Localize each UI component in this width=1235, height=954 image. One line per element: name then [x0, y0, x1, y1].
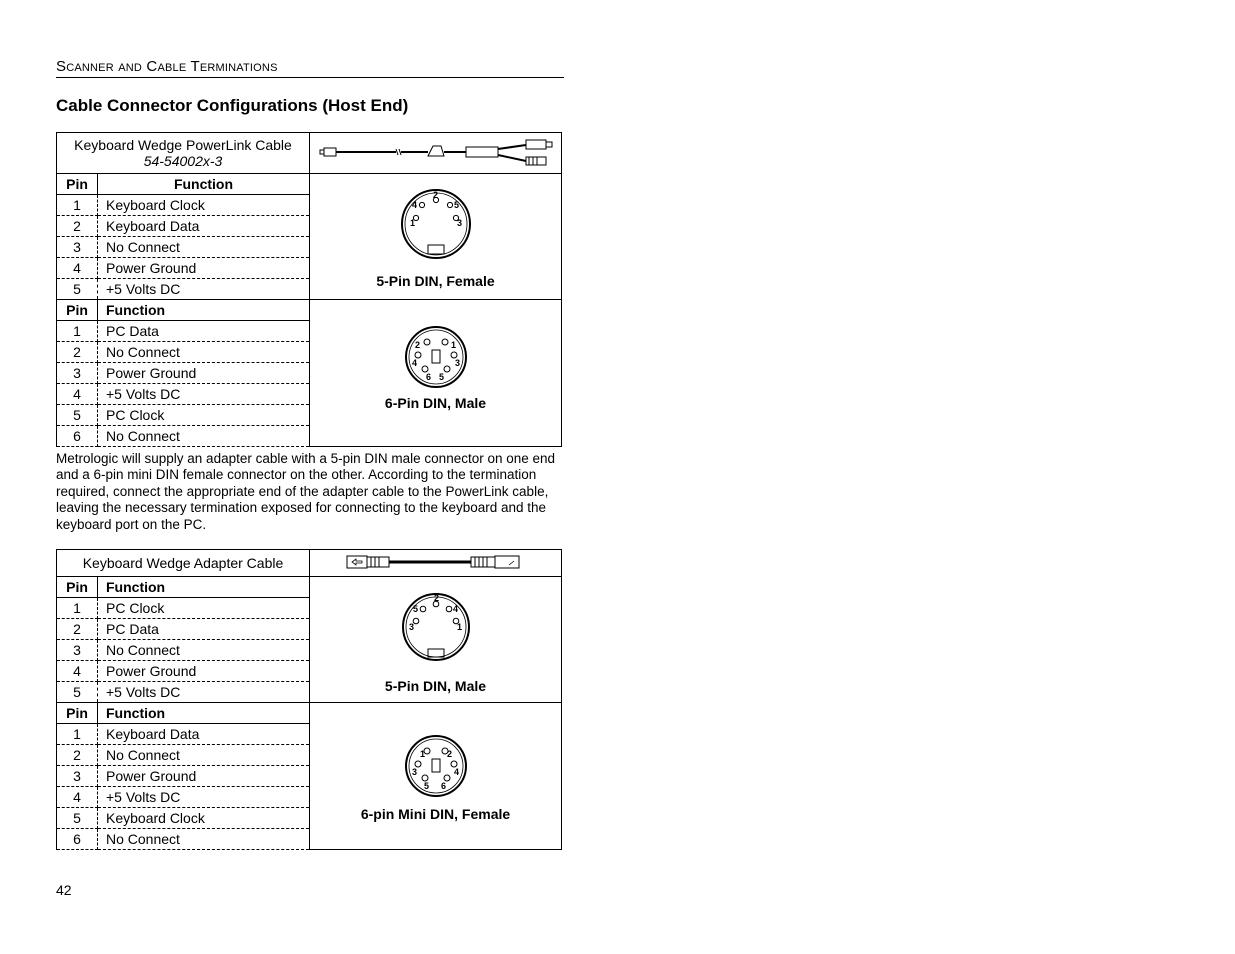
pin-label-4: 4 [411, 358, 417, 368]
pin-label-6: 6 [425, 372, 431, 382]
pin-label-3: 3 [454, 358, 460, 368]
din-5pin-female-icon [396, 186, 476, 266]
pin-number: 2 [57, 216, 98, 237]
pin-label-2: 2 [414, 340, 420, 350]
page-number: 42 [56, 882, 72, 898]
pin-function: Keyboard Data [98, 216, 310, 237]
pin-function: +5 Volts DC [98, 279, 310, 300]
pin-function: No Connect [98, 829, 310, 850]
pin-function: No Connect [98, 745, 310, 766]
pin-number: 4 [57, 787, 98, 808]
pin-function: Keyboard Clock [98, 808, 310, 829]
pin-number: 4 [57, 661, 98, 682]
pin-number: 3 [57, 237, 98, 258]
pin-label-1: 1 [450, 340, 456, 350]
cable-illustration-cell [310, 550, 562, 577]
connector-label: 6-Pin DIN, Male [384, 395, 487, 411]
pin-function: No Connect [98, 640, 310, 661]
mini-din-6pin-female-icon [403, 733, 469, 799]
pin-number: 3 [57, 766, 98, 787]
pin-label-2: 2 [446, 749, 452, 759]
pin-function: PC Clock [98, 598, 310, 619]
pin-number: 1 [57, 321, 98, 342]
adapter-cable-illustration [341, 553, 531, 571]
pin-label-1: 1 [456, 622, 462, 632]
pin-header: Pin [57, 300, 98, 321]
din-6pin-male-icon [403, 324, 469, 390]
function-header: Function [98, 300, 310, 321]
connector-cell-5pin-din-male [310, 577, 562, 703]
pin-number: 2 [57, 619, 98, 640]
pin-label-2: 2 [433, 593, 439, 603]
pin-number: 5 [57, 279, 98, 300]
pin-number: 5 [57, 405, 98, 426]
pin-label-4: 4 [411, 200, 417, 210]
connector-cell-6pin-din-male [310, 300, 562, 447]
pin-number: 6 [57, 829, 98, 850]
connector-label: 5-Pin DIN, Male [384, 678, 487, 694]
pin-function: Power Ground [98, 661, 310, 682]
pin-header: Pin [57, 703, 98, 724]
pin-number: 1 [57, 195, 98, 216]
cable-name-cell [57, 133, 310, 174]
cable-name: Keyboard Wedge PowerLink Cable [74, 137, 292, 153]
pin-number: 5 [57, 808, 98, 829]
pin-function: PC Data [98, 619, 310, 640]
pin-function: Keyboard Clock [98, 195, 310, 216]
pin-number: 4 [57, 258, 98, 279]
pin-function: PC Data [98, 321, 310, 342]
pin-label-6: 6 [440, 781, 446, 791]
pin-function: Keyboard Data [98, 724, 310, 745]
pin-number: 3 [57, 363, 98, 384]
pin-number: 1 [57, 724, 98, 745]
pin-label-4: 4 [453, 767, 459, 777]
pin-function: Power Ground [98, 363, 310, 384]
pin-label-1: 1 [409, 218, 415, 228]
powerlink-cable-table [56, 132, 562, 447]
pin-number: 2 [57, 745, 98, 766]
page-title: Cable Connector Configurations (Host End) [56, 96, 409, 115]
pin-function: No Connect [98, 342, 310, 363]
pin-function: Power Ground [98, 258, 310, 279]
adapter-cable-table [56, 549, 562, 850]
pin-label-5: 5 [423, 781, 429, 791]
connector-label: 5-Pin DIN, Female [376, 273, 495, 289]
pin-function: +5 Volts DC [98, 787, 310, 808]
pin-label-3: 3 [456, 218, 462, 228]
cable-illustration-cell [310, 133, 562, 174]
connector-cell-5pin-din-female [310, 174, 562, 300]
pin-label-1: 1 [419, 749, 425, 759]
pin-number: 6 [57, 426, 98, 447]
part-number: 54-54002x-3 [143, 153, 223, 169]
pin-label-3: 3 [411, 767, 417, 777]
pin-label-5: 5 [453, 200, 459, 210]
pin-function: No Connect [98, 426, 310, 447]
pin-header: Pin [57, 174, 98, 195]
pin-header: Pin [57, 577, 98, 598]
pin-function: Power Ground [98, 766, 310, 787]
adapter-description: Metrologic will supply an adapter cable with a 5-pin DIN male connector on one end and a 6-pin mini DIN female connector on the other. According to the termination required, connect the appropriate end of the adapter cable to the PowerLink cable, leaving the necessary termination exposed for connecting to the keyboard and the keyboard port on the PC. [56, 451, 556, 532]
pin-function: +5 Volts DC [98, 682, 310, 703]
pin-label-3: 3 [408, 622, 414, 632]
pin-number: 5 [57, 682, 98, 703]
din-5pin-male-icon [398, 591, 474, 667]
pin-number: 3 [57, 640, 98, 661]
pin-number: 2 [57, 342, 98, 363]
pin-number: 4 [57, 384, 98, 405]
pin-label-2: 2 [432, 190, 438, 200]
function-header: Function [98, 174, 310, 195]
connector-cell-6pin-mini-din-female [310, 703, 562, 850]
cable-name-cell [57, 550, 310, 577]
section-header: Scanner and Cable Terminations [56, 58, 564, 78]
pin-function: No Connect [98, 237, 310, 258]
function-header: Function [98, 703, 310, 724]
connector-label: 6-pin Mini DIN, Female [360, 806, 511, 822]
pin-label-5: 5 [412, 604, 418, 614]
pin-function: +5 Volts DC [98, 384, 310, 405]
pin-number: 1 [57, 598, 98, 619]
function-header: Function [98, 577, 310, 598]
pin-label-4: 4 [452, 604, 458, 614]
powerlink-cable-illustration [316, 135, 556, 169]
pin-function: PC Clock [98, 405, 310, 426]
pin-label-5: 5 [438, 372, 444, 382]
cable-name: Keyboard Wedge Adapter Cable [82, 555, 284, 571]
